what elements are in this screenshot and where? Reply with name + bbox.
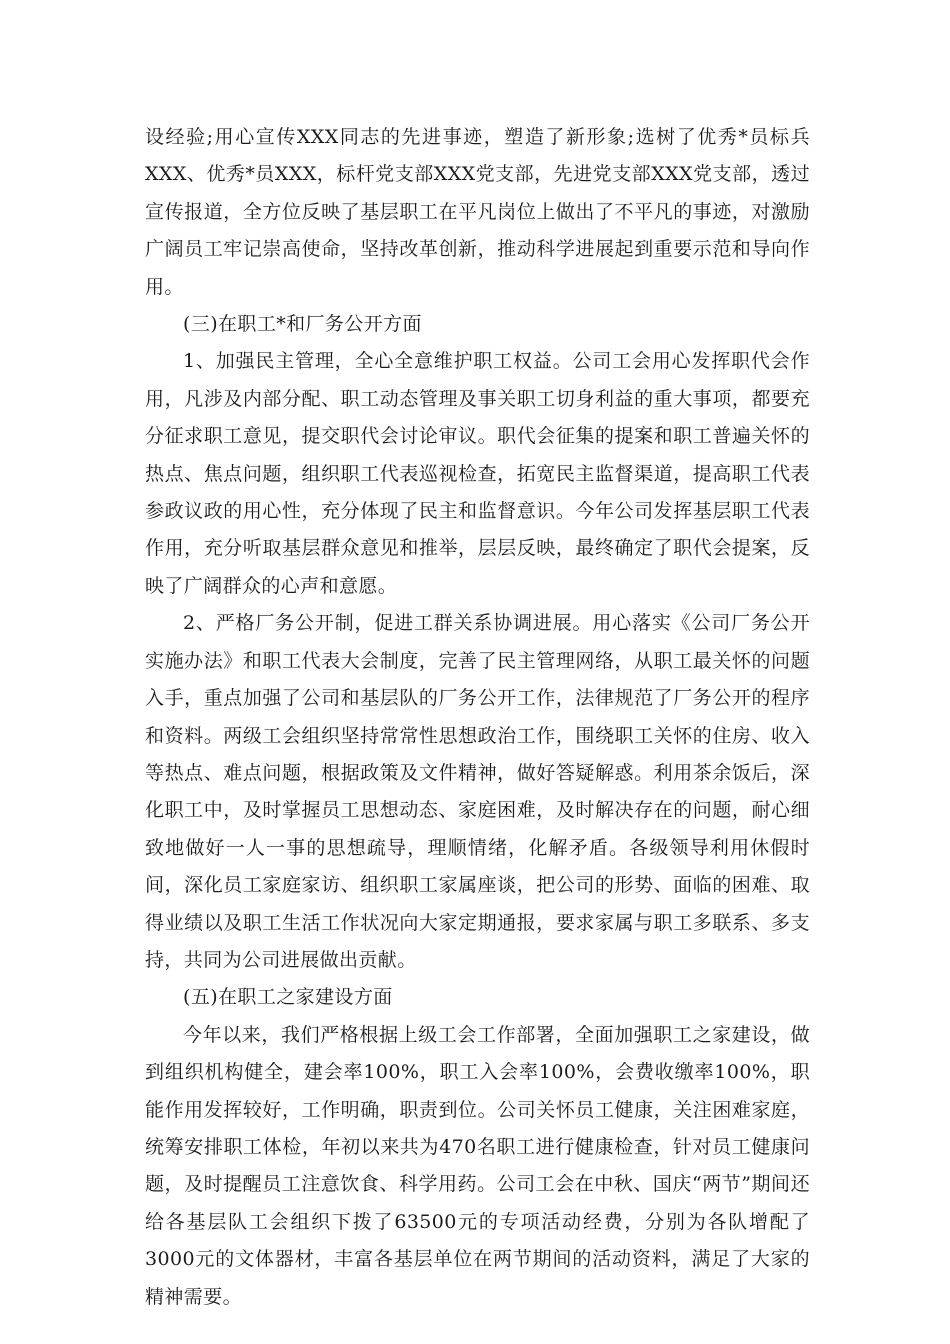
section-heading-workers-home: (五)在职工之家建设方面 <box>183 986 393 1009</box>
paragraph-workers-home: 今年以来，我们严格根据上级工会工作部署，全面加强职工之家建设，做到组织机构健全，建会率100%，职工入会率100%，会费收缴率100%，职能作用发挥较好，工作明确，职责到位。公司关怀员工健康，关注困难家庭，统筹安排职工体检，年初以来共为470名职工进行健康检查，针对员工健康问题，及时提醒员工注意饮食、科学用药。公司工会在中秋、国庆“两节”期间还给各基层队工会组织下拨了63500元的专项活动经费，分别为各队增配了3000元的文体器材，丰富各基层单位在两节期间的活动资料，满足了大家的精神需要。 <box>145 1023 810 1308</box>
paragraph-factory-affairs-openness: 2、严格厂务公开制，促进工群关系协调进展。用心落实《公司厂务公开实施办法》和职工代表大会制度，完善了民主管理网络，从职工最关怀的问题入手，重点加强了公司和基层队的厂务公开工作，法律规范了厂务公开的程序和资料。两级工会组织坚持常常性思想政治工作，围绕职工关怀的住房、收入等热点、难点问题，根据政策及文件精神，做好答疑解惑。利用茶余饭后，深化职工中，及时掌握员工思想动态、家庭困难，及时解决存在的问题，耐心细致地做好一人一事的思想疏导，理顺情绪，化解矛盾。各级领导利用休假时间，深化员工家庭家访、组织职工家属座谈，把公司的形势、面临的困难、取得业绩以及职工生活工作状况向大家定期通报，要求家属与职工多联系、多支持，共同为公司进展做出贡献。 <box>145 612 810 971</box>
paragraph-democratic-management: 1、加强民主管理，全心全意维护职工权益。公司工会用心发挥职代会作用，凡涉及内部分配、职工动态管理及事关职工切身利益的重大事项，都要充分征求职工意见，提交职代会讨论审议。职代会征集的提案和职工普遍关怀的热点、焦点问题，组织职工代表巡视检查，拓宽民主监督渠道，提高职工代表参政议政的用心性，充分体现了民主和监督意识。今年公司发挥基层职工代表作用，充分听取基层群众意见和推举，层层反映，最终确定了职代会提案，反映了广阔群众的心声和意愿。 <box>145 350 810 597</box>
paragraph-continued-publicity: 设经验;用心宣传XXX同志的先进事迹，塑造了新形象;选树了优秀*员标兵XXX、优秀*员XXX，标杆党支部XXX党支部，先进党支部XXX党支部，透过宣传报道，全方位反映了基层职工在平凡岗位上做出了不平凡的事迹，对激励广阔员工牢记崇高使命，坚持改革创新，推动科学进展起到重要示范和导向作用。 <box>145 126 810 298</box>
section-heading-factory-affairs: (三)在职工*和厂务公开方面 <box>183 313 422 336</box>
document-body <box>145 119 810 1316</box>
